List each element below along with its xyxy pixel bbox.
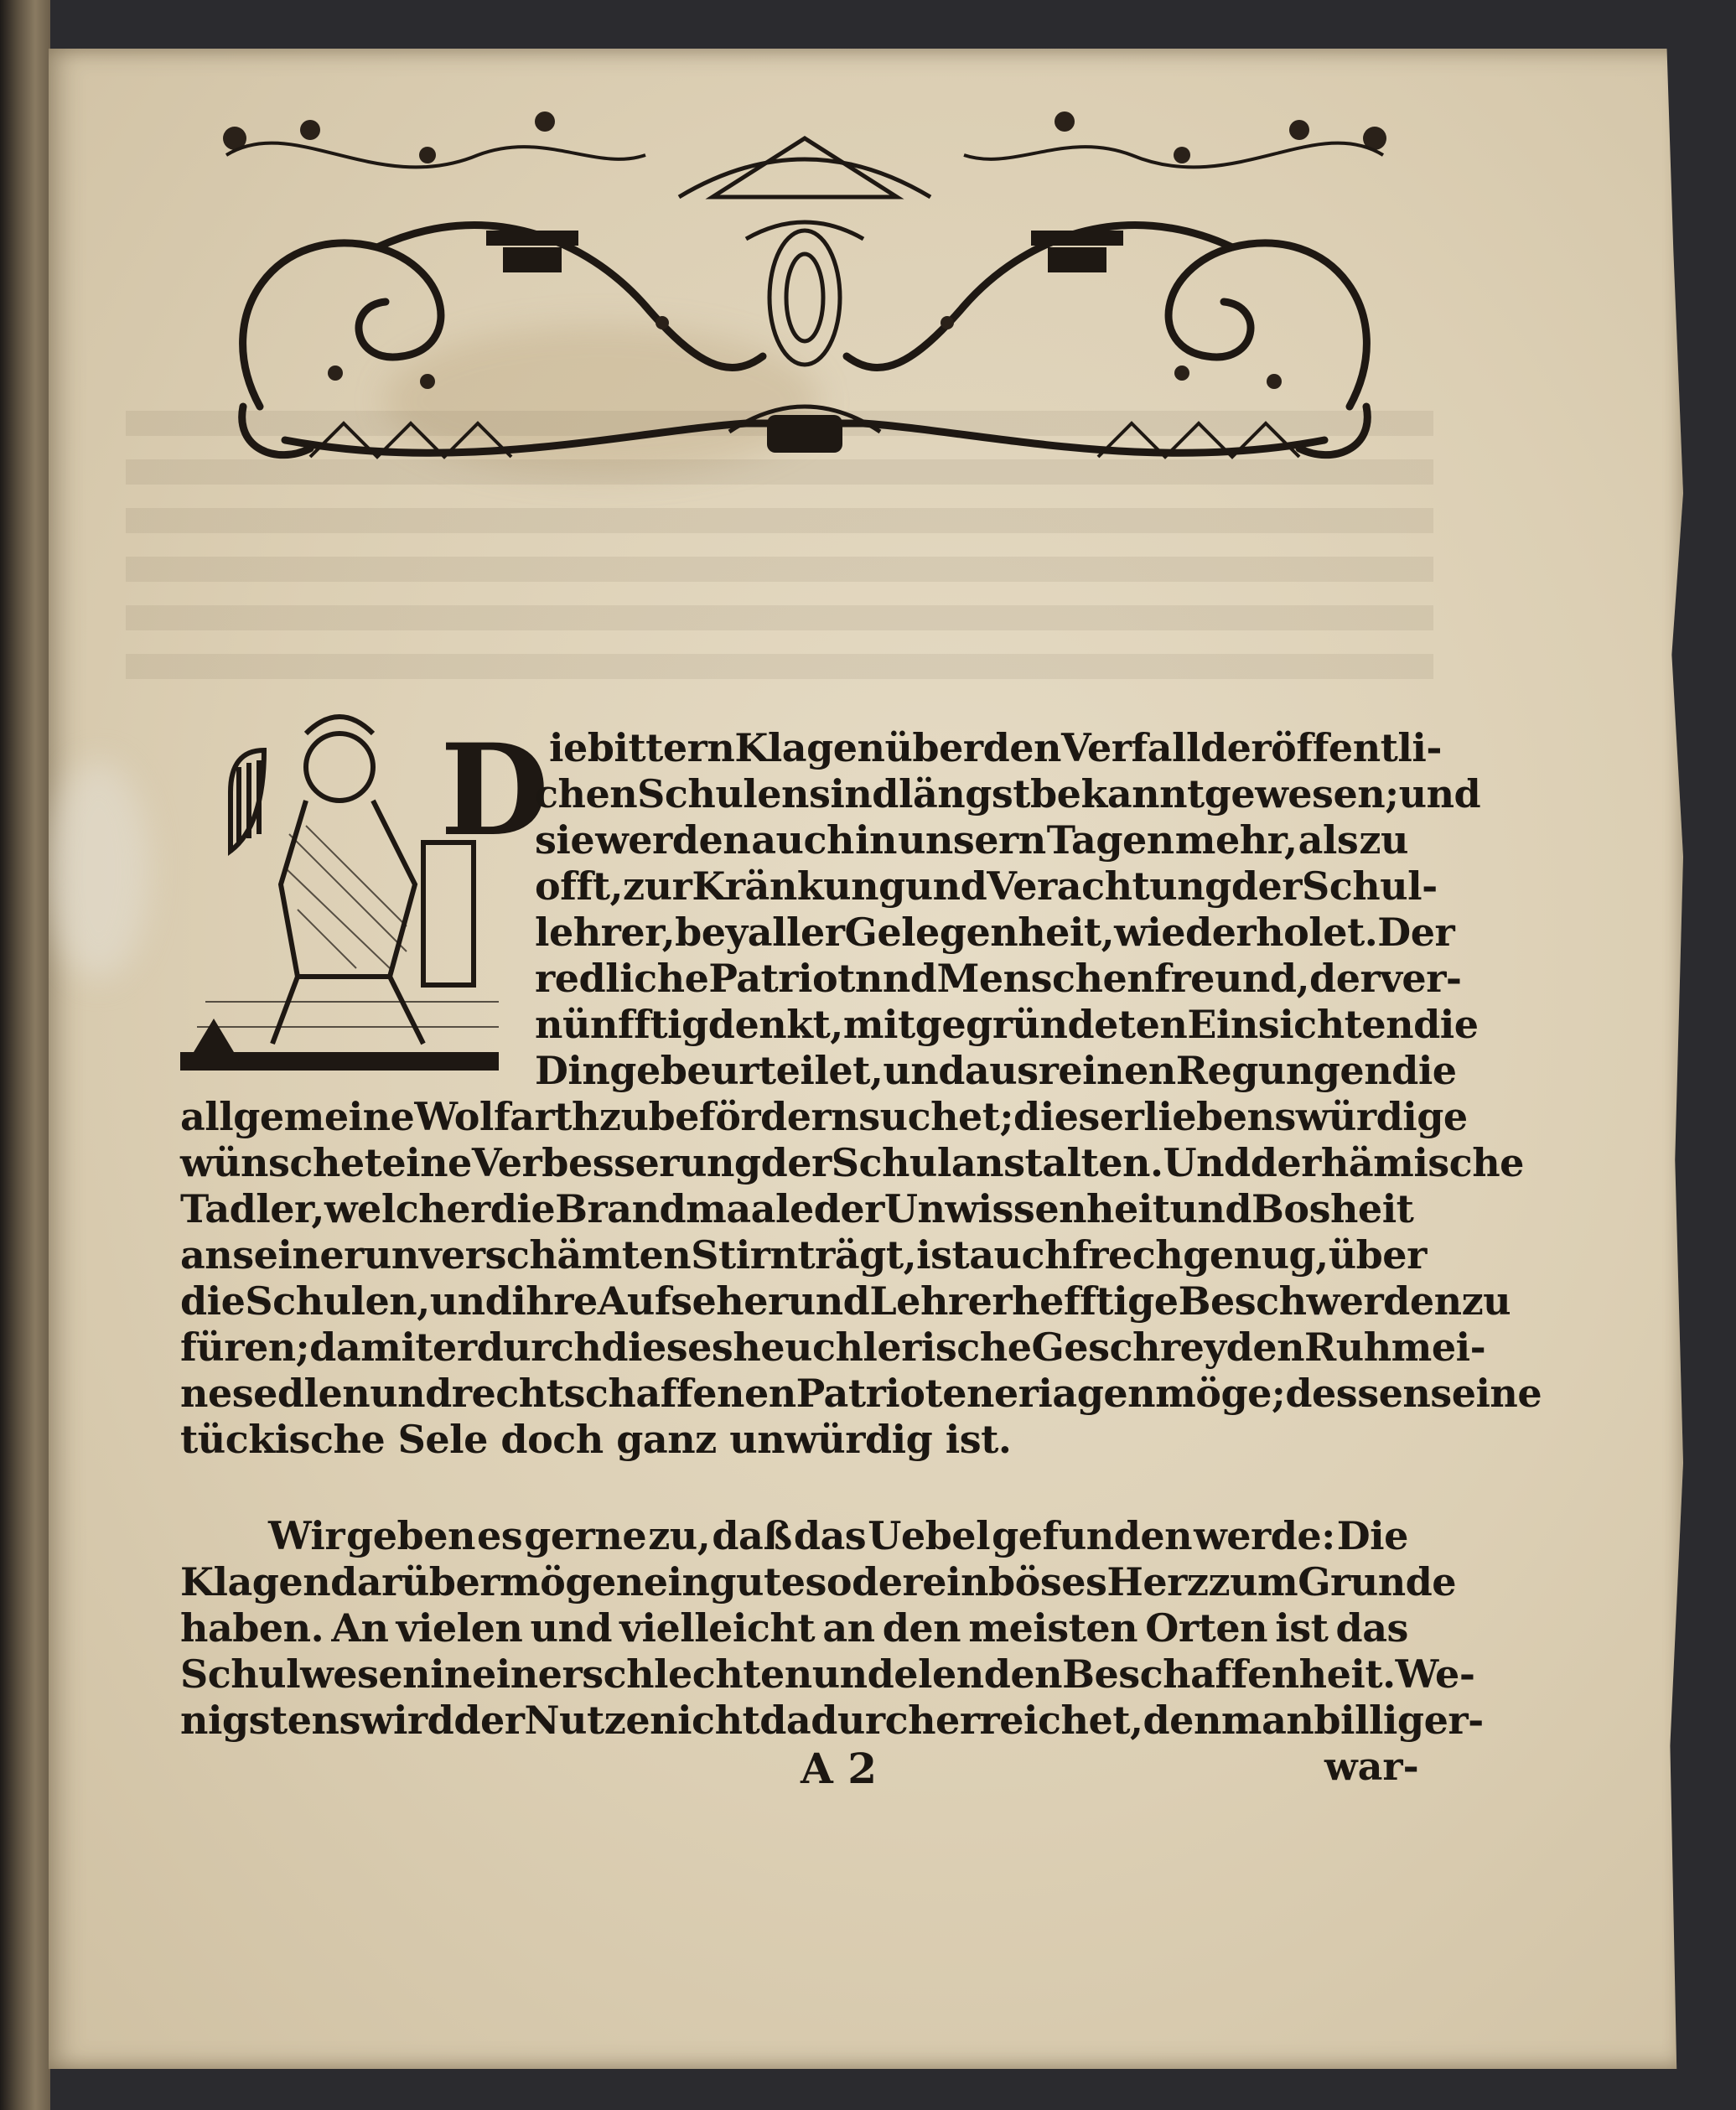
text-line: redliche Patriot nnd Menschenfreund, der ver-	[535, 956, 1462, 1001]
text-line: nünfftig denkt, mit gegründeten Einsichten die	[535, 1002, 1479, 1047]
catchword: war-	[1324, 1744, 1419, 1789]
text-line: sie werden auch in unsern Tagen mehr, als zu	[535, 817, 1408, 863]
text-line: füren; damit er durch dieses heuchlerische Geschrey den Ruhm ei-	[180, 1325, 1486, 1370]
page-edge-tab	[1675, 99, 1683, 149]
drop-cap-woodcut	[180, 700, 549, 1077]
text-line: wünschet eine Verbesserung der Schulanstalten. Und der hämische	[180, 1140, 1524, 1185]
text-line: Dinge beurteilet, und aus reinen Regungen die	[535, 1048, 1457, 1093]
text-line: Tadler, welcher die Brandmaale der Unwissenheit und Bosheit	[180, 1186, 1414, 1231]
text-line: haben. An vielen und vielleicht an den meisten Orten ist das	[180, 1605, 1408, 1651]
text-line: allgemeine Wolfarth zu befördern suchet; dieser liebenswürdige	[180, 1094, 1468, 1139]
text-line: tückische Sele doch ganz unwürdig ist.	[180, 1417, 1012, 1462]
text-line: lehrer, bey aller Gelegenheit, wiederholet. Der	[535, 910, 1455, 955]
paper-damage	[49, 761, 149, 979]
text-line: ie bittern Klagen über den Verfall der öffentli-	[549, 725, 1442, 770]
text-line: an seiner unverschämten Stirn trägt, ist auch frech genug, über	[180, 1232, 1427, 1278]
facing-page-edge	[0, 0, 50, 2110]
text-line: Klagen darüber mögen ein gutes oder ein böses Herz zum Grunde	[180, 1559, 1457, 1605]
headpiece-ornament	[210, 105, 1400, 482]
signature-mark: A 2	[801, 1744, 877, 1793]
text-line: die Schulen, und ihre Aufseher und Lehrer hefftige Beschwerden zu	[180, 1278, 1511, 1324]
drop-cap-letter: D	[440, 717, 549, 864]
text-line: Wir geben es gerne zu, daß das Uebel gefunden werde: Die	[268, 1513, 1408, 1558]
text-line: chen Schulen sind längst bekannt gewesen; und	[535, 771, 1481, 817]
text-line: nes edlen und rechtschaffenen Patrioten eriagen möge; dessen seine	[180, 1371, 1542, 1416]
text-line: Schulwesen in einer schlechten und elenden Beschaffenheit. We-	[180, 1651, 1475, 1697]
text-line: nigstens wird der Nutze nicht dadurch erreichet, den man billig er-	[180, 1698, 1484, 1743]
text-line: offt, zur Kränkung und Verachtung der Schul-	[535, 863, 1438, 909]
